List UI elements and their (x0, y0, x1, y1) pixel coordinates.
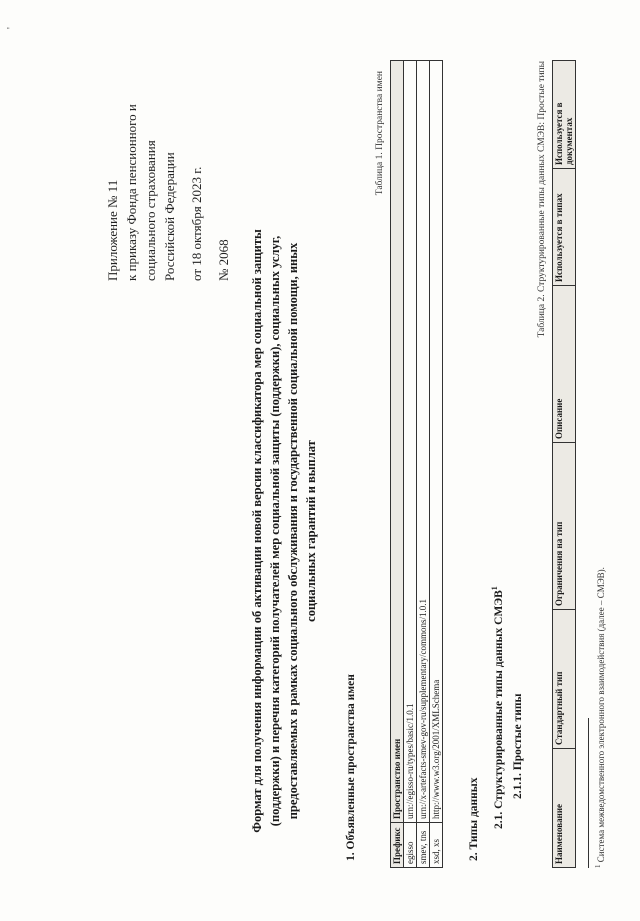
title-line-1: Формат для получения информации об активации новой версии классификатора мер социальной защиты (250, 229, 264, 833)
section-2-heading: 2. Типы данных (468, 777, 480, 861)
document-title (248, 181, 320, 881)
simple-types-table (552, 60, 576, 868)
section-2-1-text: 2.1. Структурированные типы данных СМЭВ (492, 590, 505, 829)
prefix-cell: xsd, xs (430, 823, 443, 868)
appendix-line-3: Российской Федерации (162, 152, 177, 281)
table-header-row (391, 61, 404, 868)
column-header-standard-type: Стандартный тип (553, 610, 576, 749)
column-header-used-in-documents: Используется в документах (553, 61, 576, 169)
table-2-caption: Таблица 2. Структурированные типы данных СМЭВ: Простые типы (537, 61, 547, 338)
table-header-row (553, 61, 576, 868)
appendix-line-2: социального страхования (143, 140, 158, 281)
appendix-order-number: № 2068 (216, 239, 231, 281)
namespace-cell: http://www.w3.org/2001/XMLSchema (430, 61, 443, 823)
section-2-1-heading (490, 586, 505, 829)
namespace-cell: urn://egisso-ru/types/basic/1.0.1 (404, 61, 417, 823)
table-row (404, 61, 417, 868)
appendix-header (103, 21, 233, 281)
column-header-name: Наименование (553, 749, 576, 868)
footnote-text: Система межведомственного электронного взаимодействия (далее – СМЭВ). (596, 567, 606, 865)
footnote-number: 1 (594, 864, 602, 868)
prefix-cell: egisso (404, 823, 417, 868)
appendix-number: Приложение № 11 (105, 179, 120, 281)
section-2-1-1-heading: 2.1.1. Простые типы (512, 693, 524, 799)
table-1-caption: Таблица 1. Пространства имен (375, 71, 385, 196)
appendix-date: от 18 октября 2023 г. (189, 166, 204, 281)
title-line-2: (поддержки) и перечня категорий получателей мер социальной защиты (поддержки), социальных услуг, (268, 235, 282, 827)
footnote-mark: 1 (490, 586, 499, 591)
namespaces-table (390, 60, 443, 868)
table-row (430, 61, 443, 868)
prefix-cell: smev, tns (417, 823, 430, 868)
column-header-restrictions: Ограничения на тип (553, 443, 576, 610)
footnote (594, 567, 606, 868)
title-line-3: предоставляемых в рамках социального обслуживания и государственной социальной помощи, иных (286, 242, 300, 820)
footnote-rule (588, 718, 589, 868)
section-1-heading: 1. Объявленные пространства имен (345, 674, 357, 861)
column-header-used-in-types: Используется в типах (553, 169, 576, 286)
column-header-prefix: Префикс (391, 823, 404, 868)
title-line-4: социальных гарантий и выплат (304, 440, 318, 622)
corner-mark: ' (6, 27, 17, 29)
table-row (417, 61, 430, 868)
column-header-namespace: Пространство имен (391, 61, 404, 823)
appendix-line-1: к приказу Фонда пенсионного и (124, 104, 139, 281)
namespace-cell: urn://x-artefacts-smev-gov-ru/supplementary/commons/1.0.1 (417, 61, 430, 823)
column-header-description: Описание (553, 286, 576, 443)
